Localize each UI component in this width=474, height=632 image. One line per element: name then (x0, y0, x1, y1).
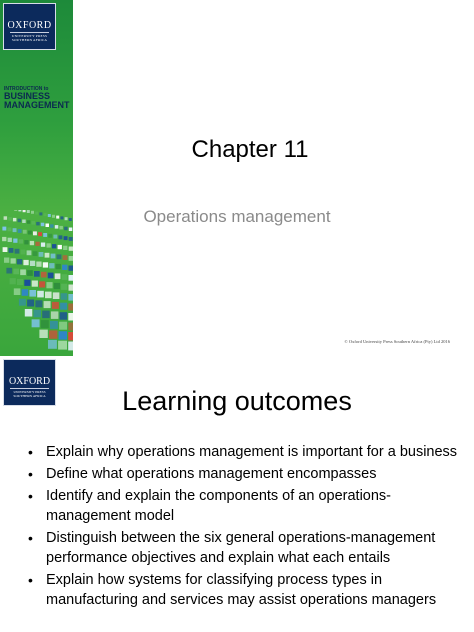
mosaic-tile (43, 262, 48, 267)
mosaic-tile (10, 278, 16, 284)
list-item (28, 570, 464, 610)
mosaic-tile (9, 248, 14, 253)
chapter-subtitle: Operations management (143, 207, 331, 226)
mosaic-tile (14, 210, 17, 211)
mosaic-tile (6, 268, 12, 274)
list-item-text: Distinguish between the six general operations-management performance objectives and explain what each entails (46, 530, 436, 566)
mosaic-tile (32, 319, 40, 327)
mosaic-tile (24, 240, 28, 244)
mosaic-tile (41, 223, 45, 227)
mosaic-tile (39, 212, 42, 215)
mosaic-tile (39, 252, 44, 257)
mosaic-tile (63, 255, 68, 260)
mosaic-tile (13, 228, 17, 232)
mosaic-tile (55, 225, 59, 229)
mosaic-tile (52, 302, 59, 309)
mosaic-tile (68, 313, 73, 321)
mosaic-tile (69, 285, 74, 291)
logo-wordmark: OXFORD (7, 20, 52, 31)
logo-line-1: UNIVERSITY PRESS (11, 34, 48, 38)
cover-green-bar (0, 0, 73, 356)
list-item-text: Explain how systems for classifying process types in manufacturing and services may assist operations managers (46, 572, 437, 608)
mosaic-tile (33, 231, 37, 235)
mosaic-tile (69, 266, 74, 271)
mosaic-tile (62, 274, 68, 280)
mosaic-tile (68, 294, 73, 301)
mosaic-tile (24, 280, 30, 286)
mosaic-tile (17, 279, 23, 285)
mosaic-tile (48, 340, 57, 349)
list-item (28, 464, 464, 484)
bullet-icon: • (28, 444, 33, 460)
mosaic-tile (61, 284, 67, 290)
mosaic-tile (30, 241, 34, 245)
mosaic-tile (69, 237, 73, 241)
list-item-text: Define what operations management encompasses (46, 466, 377, 482)
mosaic-tile (60, 312, 68, 320)
mosaic-tile (14, 288, 21, 295)
mosaic-tile (19, 299, 26, 306)
mosaic-tile (39, 281, 45, 287)
mosaic-tile (68, 304, 73, 311)
mosaic-tile (34, 310, 42, 318)
mosaic-tile (3, 247, 8, 252)
mosaic-tile (59, 331, 67, 339)
mosaic-tile (41, 320, 49, 328)
mosaic-tile (23, 210, 26, 212)
mosaic-tile (19, 239, 23, 243)
learning-outcomes-list (28, 442, 464, 612)
mosaic-tile (35, 242, 39, 246)
mosaic-tile (23, 260, 28, 265)
mosaic-tile (48, 273, 54, 279)
book-title-line-3: MANAGEMENT (4, 100, 70, 110)
mosaic-tile (23, 230, 27, 234)
mosaic-tile (27, 210, 30, 213)
bullet-icon: • (28, 488, 33, 504)
mosaic-tile (69, 247, 73, 251)
mosaic-tile (18, 210, 21, 211)
mosaic-tile (69, 275, 74, 281)
mosaic-tile (64, 227, 68, 231)
mosaic-tile (37, 291, 44, 298)
mosaic-tile (53, 235, 57, 239)
oxford-logo (3, 3, 56, 50)
mosaic-tile (52, 244, 56, 248)
mosaic-tile (61, 293, 68, 300)
mosaic-tile (49, 263, 54, 268)
mosaic-tile (56, 216, 59, 219)
mosaic-tile (8, 217, 12, 221)
mosaic-tile (13, 239, 17, 243)
mosaic-tile (48, 234, 52, 238)
bullet-icon: • (28, 530, 33, 546)
mosaic-tile (51, 311, 59, 319)
learning-outcomes-slide (0, 356, 474, 632)
mosaic-tile (50, 321, 58, 329)
mosaic-tile (29, 290, 36, 297)
mosaic-tile (4, 258, 9, 263)
mosaic-tile (4, 216, 8, 220)
mosaic-tile (30, 261, 35, 266)
mosaic-tile (18, 229, 22, 233)
mosaic-tile (43, 233, 47, 237)
mosaic-tile (8, 227, 12, 231)
slide-heading: Learning outcomes (122, 386, 352, 416)
mosaic-tile (47, 243, 51, 247)
logo-line-1: UNIVERSITY PRESS (13, 390, 46, 394)
mosaic-tile (17, 259, 22, 264)
mosaic-tile (64, 236, 68, 240)
mosaic-tile (41, 243, 45, 247)
list-item (28, 442, 464, 462)
book-title-line-1: INTRODUCTION to (4, 86, 49, 92)
list-item (28, 486, 464, 526)
mosaic-tile (33, 251, 38, 256)
mosaic-tile (27, 220, 31, 224)
mosaic-tile (21, 250, 26, 255)
mosaic-tile (13, 218, 17, 222)
mosaic-tile (69, 228, 73, 232)
mosaic-tile (46, 282, 52, 288)
mosaic-tile (27, 300, 34, 307)
mosaic-tile (59, 235, 63, 239)
mosaic-tile (59, 226, 63, 230)
mosaic-tile (51, 254, 56, 259)
mosaic-tile (54, 283, 60, 289)
list-item-text: Identify and explain the components of an operations-management model (46, 488, 392, 524)
mosaic-tile (58, 341, 67, 350)
mosaic-tile (45, 253, 50, 258)
book-title (4, 86, 70, 110)
mosaic-tile (22, 289, 29, 296)
chapter-title: Chapter 11 (191, 136, 309, 163)
mosaic-tile (55, 273, 61, 279)
mosaic-tile (27, 270, 33, 276)
mosaic-tile (48, 214, 51, 217)
mosaic-tile (2, 237, 6, 241)
mosaic-tile (62, 265, 67, 270)
mosaic-tile (25, 309, 33, 317)
mosaic-tile (32, 221, 36, 225)
mosaic-tile (68, 342, 73, 351)
bullet-icon: • (28, 572, 33, 588)
mosaic-tile (27, 250, 32, 255)
mosaic-tile (36, 262, 41, 267)
mosaic-tile (65, 217, 68, 220)
mosaic-tile (35, 212, 38, 215)
mosaic-tile (39, 330, 47, 338)
mosaic-tile (50, 224, 54, 228)
mosaic-tile (15, 249, 20, 254)
mosaic-tile (60, 216, 63, 219)
mosaic-tile (68, 323, 73, 331)
mosaic-tile (45, 292, 52, 299)
mosaic-tile (60, 303, 67, 310)
list-item (28, 528, 464, 568)
mosaic-tile (11, 258, 16, 263)
mosaic-tile (44, 213, 47, 216)
bullet-icon: • (28, 466, 33, 482)
copyright-notice: © Oxford University Press Southern Africa (Pty) Ltd 2016 (344, 339, 450, 344)
mosaic-tile (59, 322, 67, 330)
mosaic-tile (42, 311, 50, 319)
mosaic-tile (53, 292, 60, 299)
mosaic-tile (44, 301, 51, 308)
mosaic-tile (69, 218, 72, 221)
mosaic-tile (56, 264, 61, 269)
mosaic-tile (58, 245, 62, 249)
mosaic-tile (52, 215, 55, 218)
mosaic-tile (28, 231, 32, 235)
logo-line-2: SOUTHERN AFRICA (11, 38, 48, 42)
mosaic-tile (22, 220, 26, 224)
mosaic-tile (63, 246, 67, 250)
book-title-line-2: BUSINESS (4, 91, 51, 101)
list-item-text: Explain why operations management is important for a business (46, 444, 458, 460)
mosaic-tile (35, 300, 42, 307)
mosaic-tile (57, 254, 62, 259)
mosaic-tile (8, 238, 12, 242)
logo-line-2: SOUTHERN AFRICA (13, 394, 46, 398)
mosaic-tile (34, 271, 40, 277)
mosaic-tile (41, 272, 47, 278)
mosaic-tile (46, 224, 50, 228)
mosaic-tile (68, 332, 73, 340)
mosaic-tile (13, 269, 19, 275)
logo-wordmark: OXFORD (8, 376, 51, 387)
mosaic-tile (18, 219, 22, 223)
mosaic-tile (31, 211, 34, 214)
mosaic-tile (36, 222, 40, 226)
mosaic-tile (69, 256, 73, 261)
oxford-logo (3, 359, 56, 406)
mosaic-tile (20, 269, 26, 275)
cover-mosaic-graphic (0, 210, 73, 356)
mosaic-tile (38, 232, 42, 236)
mosaic-tile (2, 227, 6, 231)
mosaic-tile (49, 330, 57, 338)
mosaic-tile (32, 281, 38, 287)
